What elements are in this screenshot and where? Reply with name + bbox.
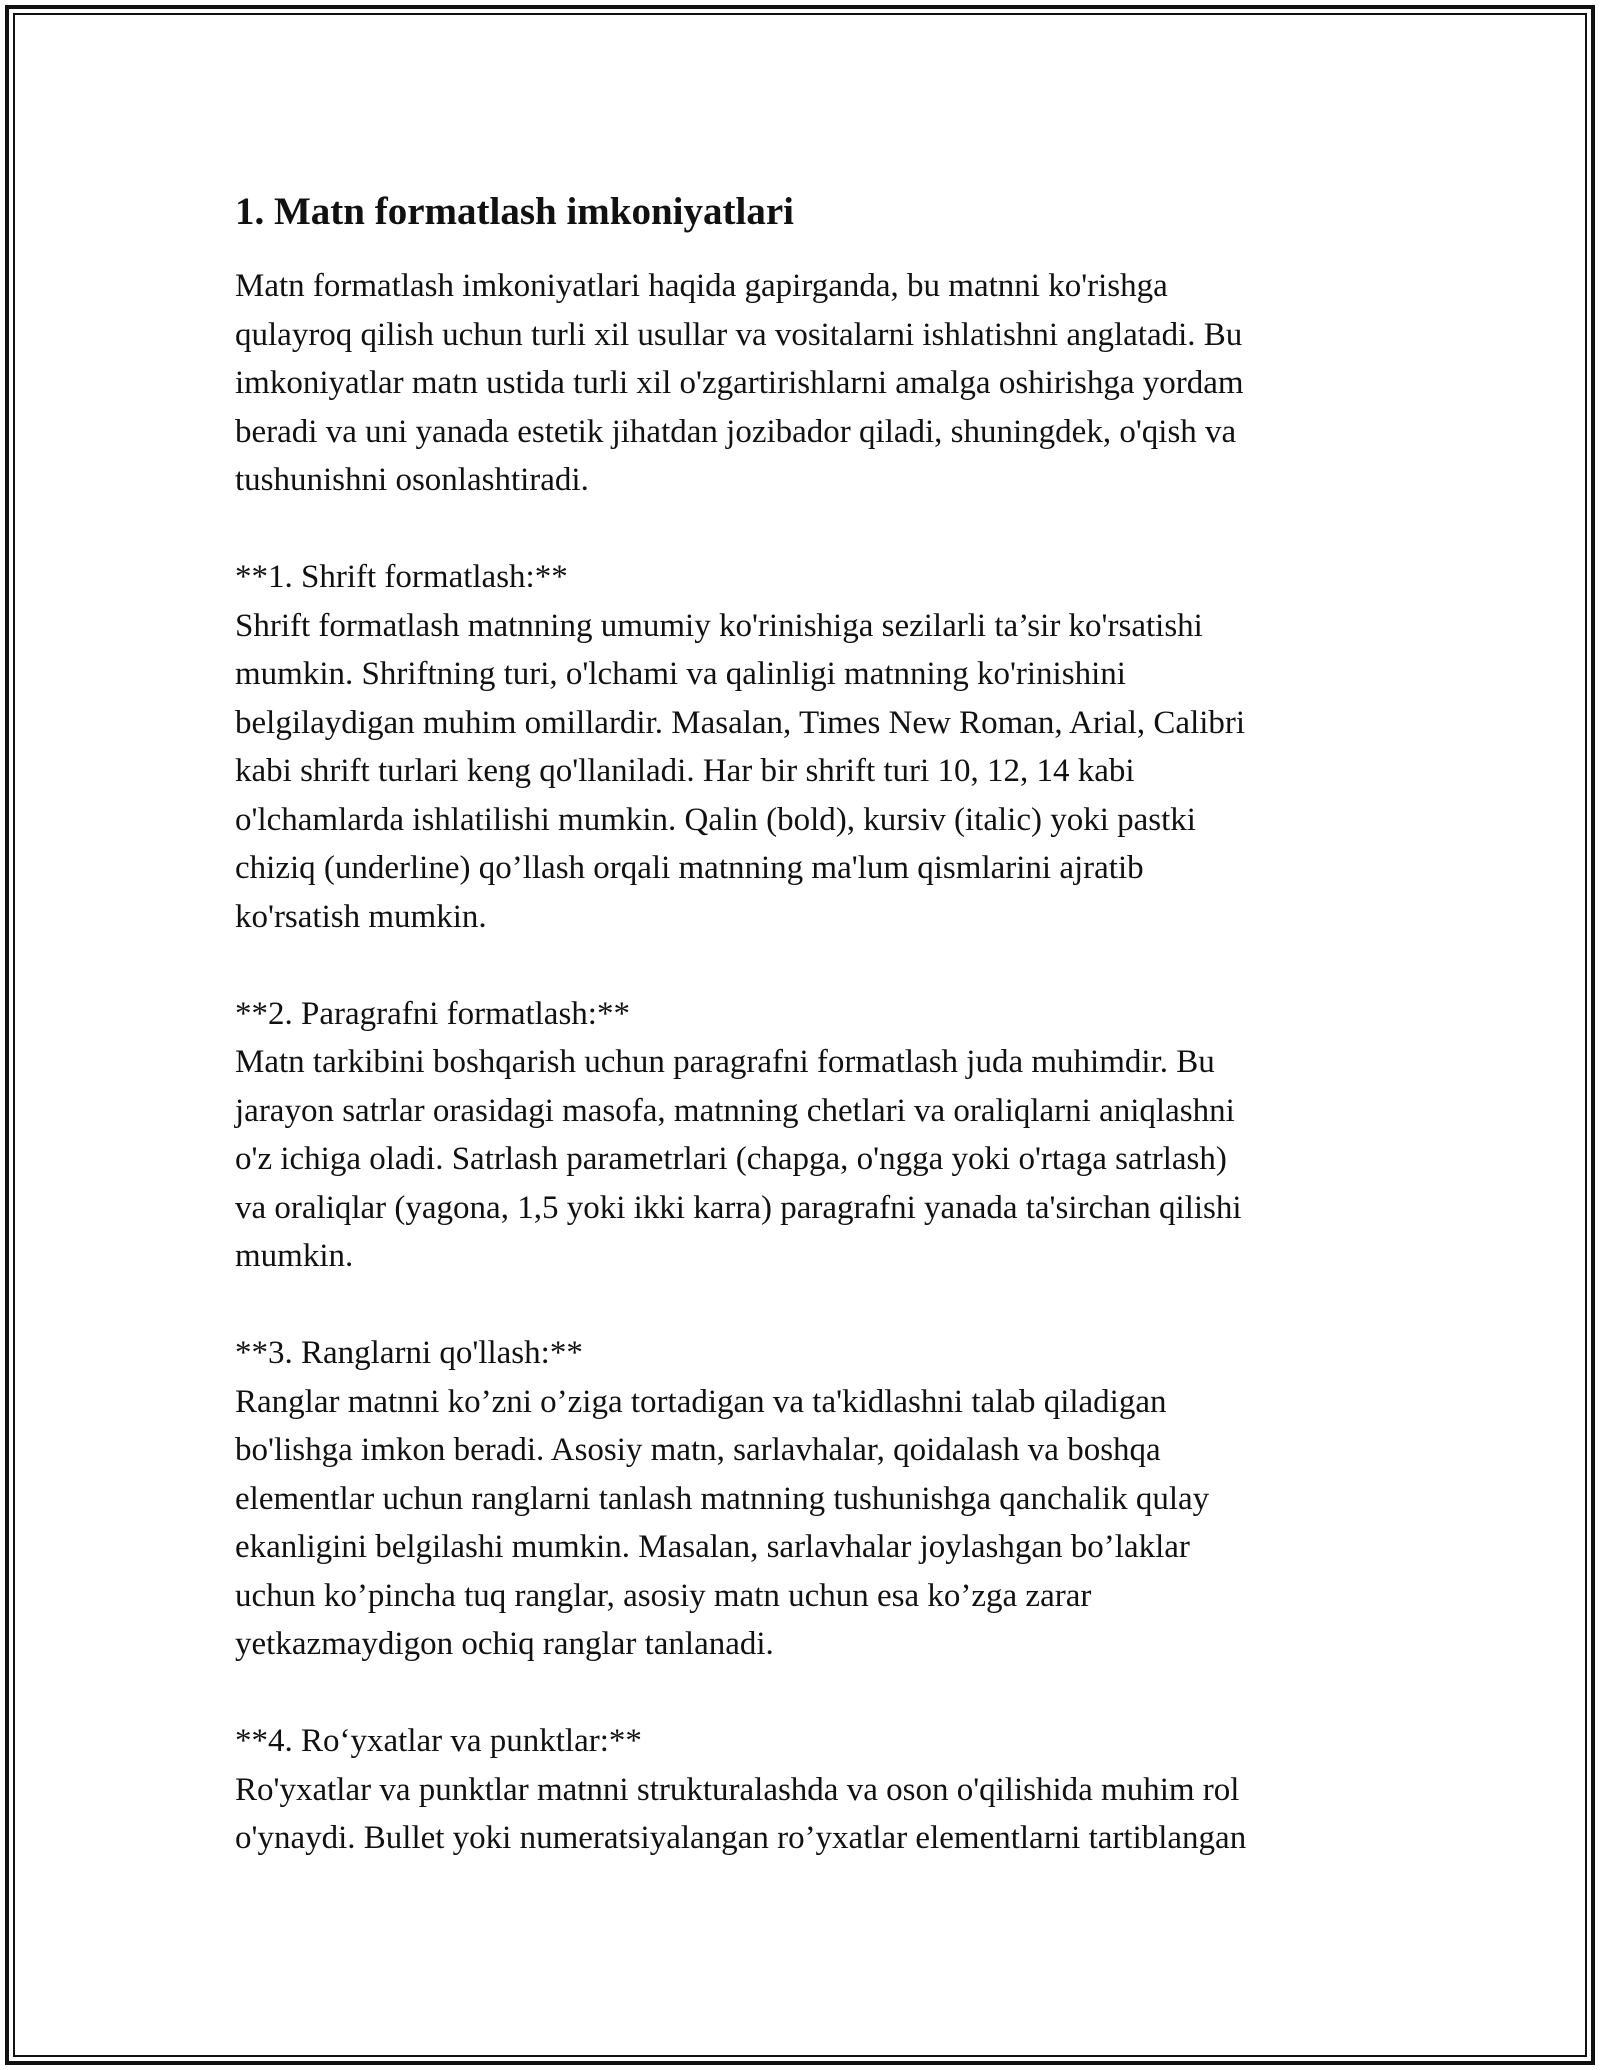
paragraph-line: bo'lishga imkon beradi. Asosiy matn, sarlavhalar, qoidalash va boshqa [235,1432,1161,1468]
paragraph-line: elementlar uchun ranglarni tanlash matnning tushunishga qanchalik qulay [235,1480,1210,1517]
paragraph-line: belgilaydigan muhim omillardir. Masalan, Times New Roman, Arial, Calibri [235,704,1246,741]
paragraph-line: o'lchamlarda ishlatilishi mumkin. Qalin (bold), kursiv (italic) yoki pastki [235,801,1196,838]
intro-paragraph [235,262,1365,505]
paragraph-line: o'ynaydi. Bullet yoki numeratsiyalangan ro’yxatlar elementlarni tartiblangan [235,1820,1247,1856]
section-title: **2. Paragrafni formatlash:** [235,995,630,1032]
paragraph-line: beradi va uni yanada estetik jihatdan jozibador qiladi, shuningdek, o'qish va [235,413,1237,450]
section-title: **3. Ranglarni qo'llash:** [235,1335,583,1371]
paragraph-line: jarayon satrlar orasidagi masofa, matnning chetlari va oraliqlarni aniqlashni [235,1092,1235,1129]
paragraph-line: uchun ko’pincha tuq ranglar, asosiy matn uchun esa ko’zga zarar [235,1577,1092,1614]
paragraph-line: Shrift formatlash matnning umumiy ko'rinishiga sezilarli ta’sir ko'rsatishi [235,607,1203,644]
section-paragrafni-formatlash [235,990,1365,1281]
paragraph-spacer [235,1281,1365,1330]
paragraph-line: chiziq (underline) qo’llash orqali matnning ma'lum qismlarini ajratib [235,850,1144,886]
paragraph-line: Ro'yxatlar va punktlar matnni strukturalashda va oson o'qilishida muhim rol [235,1771,1240,1808]
paragraph-line: Matn tarkibini boshqarish uchun paragrafni formatlash juda muhimdir. Bu [235,1044,1215,1080]
section-royxatlar-va-punktlar [235,1717,1365,1863]
document-heading: 1. Matn formatlash imkoniyatlari [235,190,794,233]
section-shrift-formatlash [235,553,1365,941]
paragraph-line: Matn formatlash imkoniyatlari haqida gapirganda, bu matnni ko'rishga [235,268,1168,304]
paragraph-line: ekanligini belgilashi mumkin. Masalan, sarlavhalar joylashgan bo’laklar [235,1529,1190,1565]
paragraph-line: Ranglar matnni ko’zni o’ziga tortadigan va ta'kidlashni talab qiladigan [235,1383,1167,1420]
paragraph-line: tushunishni osonlashtiradi. [235,462,589,498]
paragraph-line: mumkin. [235,1238,354,1274]
section-title: **4. Ro‘yxatlar va punktlar:** [235,1723,642,1759]
paragraph-spacer [235,1669,1365,1718]
paragraph-line: ko'rsatish mumkin. [235,898,487,935]
paragraph-line: o'z ichiga oladi. Satrlash parametrlari (chapga, o'ngga yoki o'rtaga satrlash) [235,1141,1227,1177]
paragraph-spacer [235,505,1365,554]
section-title: **1. Shrift formatlash:** [235,559,568,595]
paragraph-line: yetkazmaydigon ochiq ranglar tanlanadi. [235,1626,774,1662]
paragraph-line: mumkin. Shriftning turi, o'lchami va qalinligi matnning ko'rinishini [235,656,1126,692]
document-body [235,186,1365,1863]
paragraph-line: kabi shrift turlari keng qo'llaniladi. Har bir shrift turi 10, 12, 14 kabi [235,753,1135,789]
paragraph-line: imkoniyatlar matn ustida turli xil o'zgartirishlarni amalga oshirishga yordam [235,365,1244,401]
section-ranglarni-qollash [235,1329,1365,1669]
paragraph-line: va oraliqlar (yagona, 1,5 yoki ikki karra) paragrafni yanada ta'sirchan qilishi [235,1189,1242,1226]
paragraph-line: qulayroq qilish uchun turli xil usullar va vositalarni ishlatishni anglatadi. Bu [235,316,1243,353]
paragraph-spacer [235,941,1365,990]
